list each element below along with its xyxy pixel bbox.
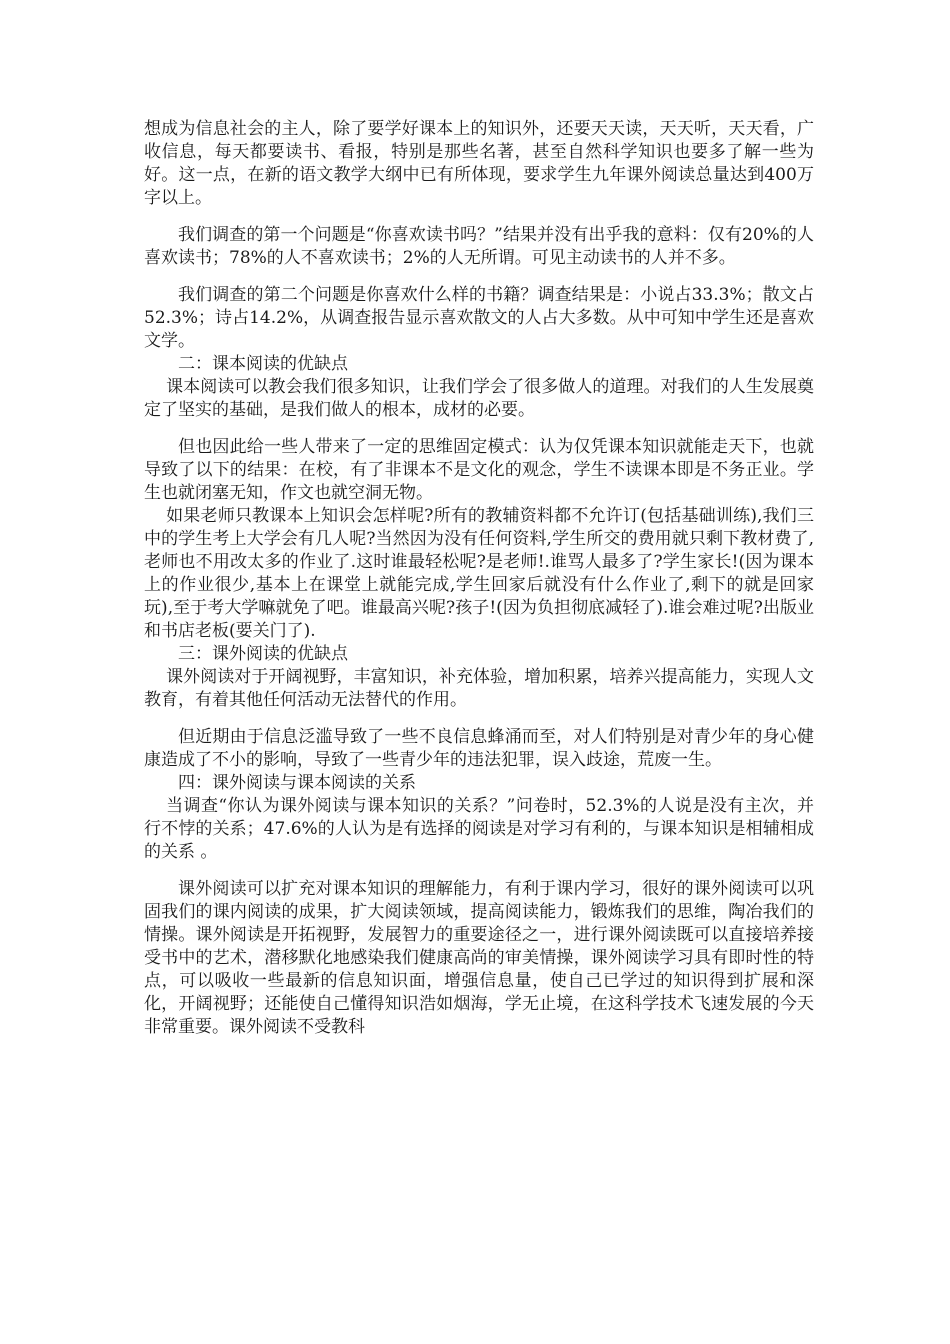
document-page bbox=[144, 118, 814, 1039]
paragraph-textbook-hypothetical: 如果老师只教课本上知识会怎样呢?所有的教辅资料都不允许订(包括基础训练),我们三中的学生考上大学会有几人呢?当然因为没有任何资料,学生所交的费用就只剩下教材费了,老师也不用改太多的作业了.这时谁最轻松呢?是老师!.谁骂人最多了?学生家长!(因为课本上的作业很少,基本上在课堂上就能完成,学生回家后就没有什么作业了,剩下的就是回家玩),至于考大学嘛就免了吧。谁最高兴呢?孩子!(因为负担彻底减轻了).谁会难过呢?出版业和书店老板(要关门了). bbox=[144, 506, 814, 641]
section-heading-4: 四：课外阅读与课本阅读的关系 bbox=[178, 773, 416, 793]
paragraph-relationship-survey: 当调查“你认为课外阅读与课本知识的关系？”问卷时，52.3%的人说是没有主次，并行不悖的关系；47.6%的人认为是有选择的阅读是对学习有利的，与课本知识是相辅相成的关系 。 bbox=[144, 796, 814, 862]
paragraph-textbook-benefits: 课本阅读可以教会我们很多知识，让我们学会了很多做人的道理。对我们的人生发展奠定了坚实的基础，是我们做人的根本，成材的必要。 bbox=[144, 377, 814, 420]
paragraph-extracurricular-value: 课外阅读可以扩充对课本知识的理解能力，有利于课内学习，很好的课外阅读可以巩固我们的课内阅读的成果，扩大阅读领域，提高阅读能力，锻炼我们的思维，陶冶我们的情操。课外阅读是开拓视野，发展智力的重要途径之一，进行课外阅读既可以直接培养接受书中的艺术，潜移默化地感染我们健康高尚的审美情操，课外阅读学习具有即时性的特点，可以吸收一些最新的信息知识面，增强信息量，使自己已学过的知识得到扩展和深化，开阔视野；还能使自己懂得知识浩如烟海，学无止境，在这科学技术飞速发展的今天非常重要。课外阅读不受教科 bbox=[144, 879, 814, 1037]
paragraph-extracurricular-drawbacks: 但近期由于信息泛滥导致了一些不良信息蜂涌而至，对人们特别是对青少年的身心健康造成了不小的影响，导致了一些青少年的违法犯罪，误入歧途，荒废一生。 bbox=[144, 727, 814, 770]
paragraph-extracurricular-benefits: 课外阅读对于开阔视野，丰富知识，补充体验，增加积累，培养兴提高能力，实现人文教育，有着其他任何活动无法替代的作用。 bbox=[144, 667, 814, 710]
paragraph-survey-q2: 我们调查的第二个问题是你喜欢什么样的书籍？调查结果是：小说占33.3%；散文占52.3%；诗占14.2%，从调查报告显示喜欢散文的人占大多数。从中可知中学生还是喜欢文学。 bbox=[144, 285, 814, 351]
section-heading-3: 三：课外阅读的优缺点 bbox=[178, 644, 348, 664]
paragraph-textbook-drawbacks: 但也因此给一些人带来了一定的思维固定模式：认为仅凭课本知识就能走天下，也就导致了以下的结果：在校，有了非课本不是文化的观念，学生不读课本即是不务正业。学生也就闭塞无知，作文也就空洞无物。 bbox=[144, 437, 814, 503]
paragraph-intro: 想成为信息社会的主人，除了要学好课本上的知识外，还要天天读，天天听，天天看，广收信息，每天都要读书、看报，特别是那些名著，甚至自然科学知识也要多了解一些为好。这一点，在新的语文教学大纲中已有所体现，要求学生九年课外阅读总量达到400万字以上。 bbox=[144, 119, 814, 208]
section-heading-2: 二：课本阅读的优缺点 bbox=[178, 354, 348, 374]
paragraph-survey-q1: 我们调查的第一个问题是“你喜欢读书吗？”结果并没有出乎我的意料：仅有20%的人喜欢读书；78%的人不喜欢读书；2%的人无所谓。可见主动读书的人并不多。 bbox=[144, 225, 814, 268]
